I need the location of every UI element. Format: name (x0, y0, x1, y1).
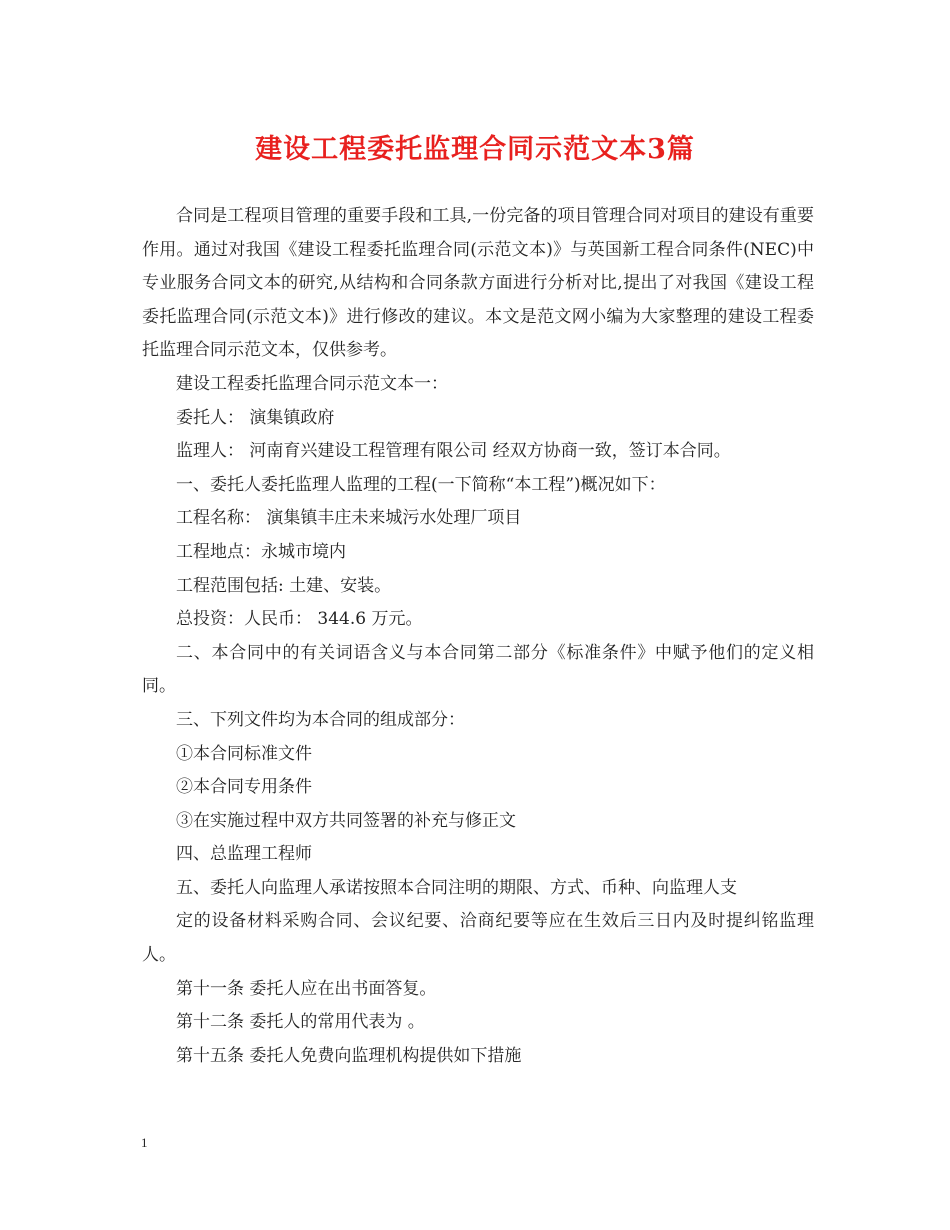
paragraph-intro: 合同是工程项目管理的重要手段和工具,一份完备的项目管理合同对项目的建设有重要作用。通过对我国《建设工程委托监理合同(示范文本)》与英国新工程合同条件(NEC)中专业服务合同文本的研究,从结构和合同条款方面进行分析对比,提出了对我国《建设工程委托监理合同(示范文本)》进行修改的建议。本文是范文网小编为大家整理的建设工程委托监理合同示范文本，仅供参考。 (142, 206, 814, 361)
page-number: 1 (141, 1135, 148, 1150)
paragraph-section-5: 五、委托人向监理人承诺按照本合同注明的期限、方式、币种、向监理人支 (176, 877, 737, 898)
paragraph-article-11: 第十一条 委托人应在出书面答复。 (176, 978, 437, 999)
paragraph-section-4: 四、总监理工程师 (176, 844, 312, 865)
list-item-1: ①本合同标准文件 (176, 743, 312, 764)
list-item-2: ②本合同专用条件 (176, 777, 312, 798)
paragraph-client: 委托人： 演集镇政府 (176, 407, 335, 428)
paragraph-section-2: 二、本合同中的有关词语含义与本合同第二部分《标准条件》中赋予他们的定义相同。 (142, 642, 814, 697)
paragraph-section-5-continued: 定的设备材料采购合同、会议纪要、洽商纪要等应在生效后三日内及时提纠铭监理人。 (142, 911, 814, 966)
paragraph-project-scope: 工程范围包括: 土建、安装。 (176, 575, 392, 596)
document-title: 建设工程委托监理合同示范文本3篇 (255, 134, 695, 165)
paragraph-section-3: 三、下列文件均为本合同的组成部分： (176, 709, 465, 730)
paragraph-total-investment: 总投资：人民币： 344.6 万元。 (176, 609, 423, 630)
paragraph-project-name: 工程名称： 演集镇丰庄未来城污水处理厂项目 (176, 508, 522, 529)
paragraph-section-1: 一、委托人委托监理人监理的工程(一下简称“本工程”)概况如下： (176, 474, 666, 495)
list-item-3: ③在实施过程中双方共同签署的补充与修正文 (176, 810, 516, 831)
paragraph-supervisor: 监理人： 河南育兴建设工程管理有限公司 经双方协商一致，签订本合同。 (176, 441, 731, 462)
paragraph-article-12: 第十二条 委托人的常用代表为 。 (176, 1012, 425, 1033)
paragraph-project-location: 工程地点：永城市境内 (176, 541, 346, 562)
paragraph-article-15: 第十五条 委托人免费向监理机构提供如下措施 (176, 1045, 522, 1066)
document-body (142, 200, 814, 1073)
paragraph-template-heading: 建设工程委托监理合同示范文本一： (176, 373, 448, 394)
